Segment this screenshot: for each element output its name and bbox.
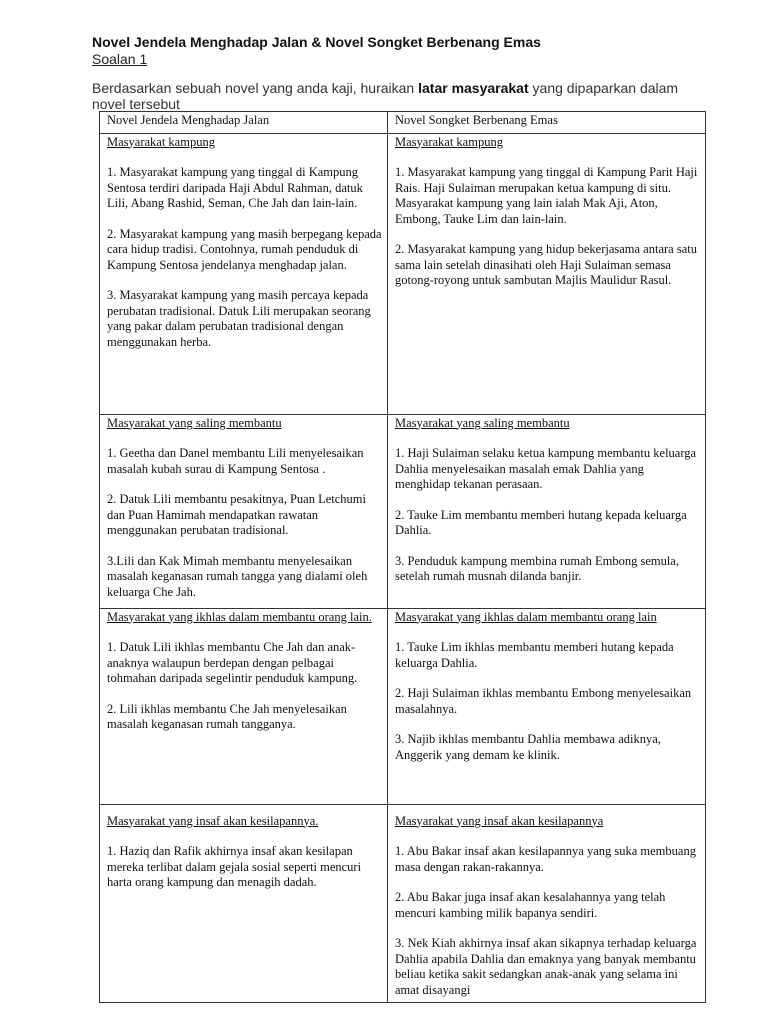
table-header-row <box>100 112 706 134</box>
category-heading: Masyarakat yang ikhlas dalam membantu orang lain. <box>107 609 372 624</box>
category-heading: Masyarakat kampung <box>107 134 215 149</box>
category-heading: Masyarakat yang ikhlas dalam membantu orang lain <box>395 609 657 624</box>
question-number-label: Soalan 1 <box>92 51 148 67</box>
question-text-start: Berdasarkan sebuah novel yang anda kaji, huraikan <box>92 80 419 96</box>
question-text-end: yang dipaparkan dalam novel tersebut <box>92 80 679 112</box>
header-novel-jendela: Novel Jendela Menghadap Jalan <box>100 112 388 134</box>
point-text: 3. Masyarakat kampung yang masih percaya kepada perubatan tradisional. Datuk Lili merupakan seorang yang pakar dalam perubatan tradisional dengan menggunakan herba. <box>107 288 371 349</box>
point-text: 3. Penduduk kampung membina rumah Embong semula, setelah rumah musnah dilanda banjir. <box>395 553 679 583</box>
comparison-table <box>99 111 706 1003</box>
point-text: 2. Datuk Lili membantu pesakitnya, Puan Letchumi dan Puan Hamimah mendapatkan rawatan menggunakan perubatan tradisional. <box>107 492 366 537</box>
question-text <box>92 80 692 112</box>
cell-right <box>388 133 706 414</box>
point-text: 1. Haji Sulaiman selaku ketua kampung membantu keluarga Dahlia menyelesaikan masalah emak Dahlia yang menghidap tekanan perasaan. <box>395 446 697 491</box>
point-text: 2. Lili ikhlas membantu Che Jah menyelesaikan masalah keganasan rumah tangganya. <box>107 701 347 731</box>
category-heading: Masyarakat yang saling membantu <box>395 415 570 430</box>
point-text: 2. Abu Bakar juga insaf akan kesalahannya yang telah mencuri kambing milik bapanya sendiri. <box>395 890 666 920</box>
point-text: 2. Haji Sulaiman ikhlas membantu Embong menyelesaikan masalahnya. <box>395 686 692 716</box>
point-text: 3. Najib ikhlas membantu Dahlia membawa adiknya, Anggerik yang demam ke klinik. <box>395 732 661 762</box>
point-text: 1. Masyarakat kampung yang tinggal di Kampung Parit Haji Rais. Haji Sulaiman merupakan ketua kampung di situ. Masyarakat kampung yang lain ialah Mak Aji, Aton, Embong, Tauke Lim dan lain-lain. <box>395 165 698 226</box>
question-keyword: latar masyarakat <box>418 80 529 96</box>
point-text: 2. Masyarakat kampung yang hidup bekerjasama antara satu sama lain setelah dinasihati oleh Haji Sulaiman semasa gotong-royong untuk sambutan Majlis Maulidur Rasul. <box>395 242 697 287</box>
category-heading: Masyarakat yang insaf akan kesilapannya <box>395 813 604 828</box>
category-heading: Masyarakat kampung <box>395 134 503 149</box>
category-heading: Masyarakat yang saling membantu <box>107 415 282 430</box>
document-title: Novel Jendela Menghadap Jalan & Novel Songket Berbenang Emas <box>92 34 541 50</box>
point-text: 1. Abu Bakar insaf akan kesilapannya yang suka membuang masa dengan rakan-rakannya. <box>395 844 696 874</box>
point-text: 1. Haziq dan Rafik akhirnya insaf akan kesilapan mereka terlibat dalam gejala sosial seperti mencuri harta orang kampung dan menagih dadah. <box>107 844 362 889</box>
table-row <box>100 414 706 608</box>
cell-left <box>100 133 388 414</box>
cell-top-gap <box>107 806 383 814</box>
point-text: 3.Lili dan Kak Mimah membantu menyelesaikan masalah keganasan rumah tangga yang dialami oleh keluarga Che Jah. <box>107 553 368 599</box>
cell-right <box>388 414 706 608</box>
point-text: 1. Tauke Lim ikhlas membantu memberi hutang kepada keluarga Dahlia. <box>395 640 674 670</box>
point-text: 2. Tauke Lim membantu memberi hutang kepada keluarga Dahlia. <box>395 507 687 537</box>
point-text: 1. Geetha dan Danel membantu Lili menyelesaikan masalah kubah surau di Kampung Sentosa . <box>107 446 364 476</box>
header-novel-songket: Novel Songket Berbenang Emas <box>388 112 706 134</box>
point-text: 2. Masyarakat kampung yang masih berpegang kepada cara hidup tradisi. Contohnya, rumah penduduk di Kampung Sentosa jendelanya menghadap jalan. <box>107 226 382 272</box>
table-row <box>100 804 706 1003</box>
point-text: 1. Datuk Lili ikhlas membantu Che Jah dan anak-anaknya walaupun berdepan dengan pelbagai tohmahan daripada segelintir penduduk kampung. <box>107 640 358 685</box>
table-row <box>100 608 706 804</box>
table-row <box>100 133 706 414</box>
point-text: 1. Masyarakat kampung yang tinggal di Kampung Sentosa terdiri daripada Haji Abdul Rahman, datuk Lili, Abang Rashid, Seman, Che Jah dan lain-lain. <box>107 165 363 210</box>
cell-left <box>100 804 388 1003</box>
cell-right <box>388 608 706 804</box>
cell-left <box>100 608 388 804</box>
cell-top-gap <box>395 806 701 814</box>
point-text: 3. Nek Kiah akhirnya insaf akan sikapnya terhadap keluarga Dahlia apabila Dahlia dan emaknya yang banyak membantu beliau ketika sakit sedangkan anak-anak yang selama ini amat disayangi <box>395 936 697 997</box>
cell-right <box>388 804 706 1003</box>
category-heading: Masyarakat yang insaf akan kesilapannya. <box>107 813 319 828</box>
cell-left <box>100 414 388 608</box>
